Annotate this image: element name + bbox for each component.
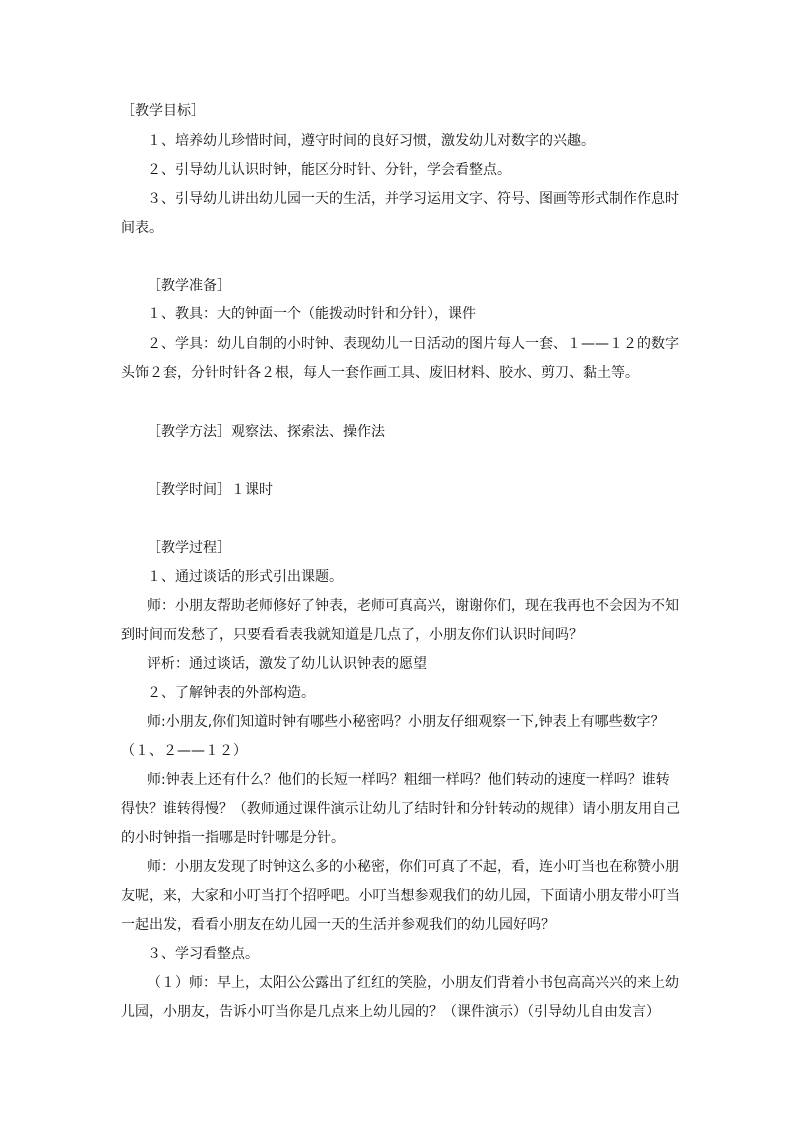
process-line: 师:钟表上还有什么？他们的长短一样吗？粗细一样吗？他们转动的速度一样吗？谁转 bbox=[147, 772, 670, 788]
process-line: 师：小朋友帮助老师修好了钟表，老师可真高兴，谢谢你们，现在我再也不会因为不知 bbox=[147, 598, 679, 614]
process-line: 评析：通过谈话，激发了幼儿认识钟表的愿望 bbox=[147, 656, 427, 672]
process-line: 儿园，小朋友，告诉小叮当你是几点来上幼儿园的？（课件演示）（引导幼儿自由发言） bbox=[121, 1004, 660, 1020]
goals-item-3-cont: 间表。 bbox=[121, 220, 163, 236]
prep-item-2-cont: 头饰２套，分针时针各２根，每人一套作画工具、废旧材料、胶水、剪刀、黏土等。 bbox=[121, 365, 639, 381]
process-line: 到时间而发愁了，只要看看表我就知道是几点了，小朋友你们认识时间吗？ bbox=[121, 627, 583, 643]
process-line: 师：小朋友发现了时钟这么多的小秘密，你们可真了不起，看，连小叮当也在称赞小朋 bbox=[147, 859, 679, 875]
process-line: 师:小朋友,你们知道时钟有哪些小秘密吗？小朋友仔细观察一下,钟表上有哪些数字？ bbox=[147, 714, 665, 730]
prep-item-1: １、教具：大的钟面一个（能拨动时针和分针），课件 bbox=[147, 306, 476, 322]
process-line: （１）师：早上，太阳公公露出了红红的笑脸，小朋友们背着小书包高高兴兴的来上幼 bbox=[147, 975, 679, 991]
goals-item-2: ２、引导幼儿认识时钟，能区分时针、分针，学会看整点。 bbox=[147, 162, 511, 178]
goals-item-3: ３、引导幼儿讲出幼儿园一天的生活，并学习运用文字、符号、图画等形式制作作息时 bbox=[147, 191, 679, 207]
prep-heading: ［教学准备］ bbox=[147, 278, 231, 294]
process-heading: ［教学过程］ bbox=[147, 540, 231, 556]
method-line: ［教学方法］观察法、探索法、操作法 bbox=[147, 424, 385, 440]
process-line: 友呢，来，大家和小叮当打个招呼吧。小叮当想参观我们的幼儿园，下面请小朋友带小叮当 bbox=[121, 888, 680, 904]
process-line: ２、了解钟表的外部构造。 bbox=[147, 685, 315, 701]
process-line: 一起出发，看看小朋友在幼儿园一天的生活并参观我们的幼儿园好吗？ bbox=[121, 917, 555, 933]
process-line: １、通过谈话的形式引出课题。 bbox=[147, 569, 343, 585]
goals-item-1: １、培养幼儿珍惜时间，遵守时间的良好习惯，激发幼儿对数字的兴趣。 bbox=[147, 133, 595, 149]
time-line: ［教学时间］１课时 bbox=[147, 482, 273, 498]
process-line: （１、２——１２） bbox=[121, 743, 247, 759]
process-line: ３、学习看整点。 bbox=[147, 946, 259, 962]
goals-heading: ［教学目标］ bbox=[121, 103, 205, 119]
process-line: 的小时钟指一指哪是时针哪是分针。 bbox=[121, 830, 345, 846]
prep-item-2: ２、学具：幼儿自制的小时钟、表现幼儿一日活动的图片每人一套、１——１２的数字 bbox=[147, 336, 679, 352]
process-line: 得快？谁转得慢？（教师通过课件演示让幼儿了结时针和分针转动的规律）请小朋友用自己 bbox=[121, 801, 680, 817]
